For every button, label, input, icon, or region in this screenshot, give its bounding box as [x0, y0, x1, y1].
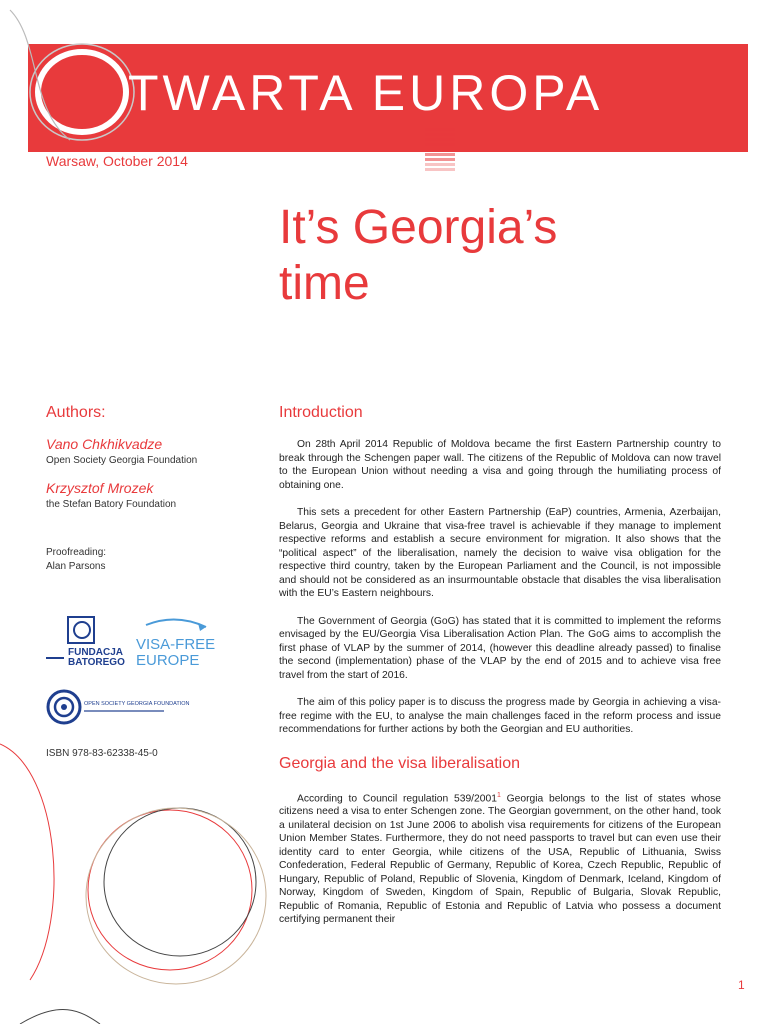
- body-paragraph: This sets a precedent for other Eastern Partnership (EaP) countries, Armenia, Azerbaijan, Belarus, Georgia and Ukraine that visa-free travel is achievable if they manage to implement respective reforms and establish a secure environment for migration. It also shows that the “political aspect” of the liberalisation, namely the decision to waive visa obligation for the respective third country, taken by the European Parliament and the Council, is not impossible and should not be considered as an insurmountable obstacle that disables the visa liberalisation with the EU’s Eastern neighbours.: [279, 507, 721, 599]
- osgf-logo-text: OPEN SOCIETY GEORGIA FOUNDATION: [84, 701, 190, 707]
- proofreading-label: Proofreading:: [46, 547, 107, 558]
- body-paragraph: [279, 789, 721, 927]
- body-paragraph: The Government of Georgia (GoG) has stated that it is committed to implement the reforms envisaged by the EU/Georgia Visa Liberalisation Action Plan. The GoG aims to accomplish the first phase of VLAP by the summer of 2014, (however this deadline already passed) to finalise the second (implementation) phase of the VLAP by the end of 2015 and to achieve visa free travel from the start of 2016.: [279, 615, 721, 681]
- proofreading: [46, 546, 256, 574]
- decorative-swirl: [0, 740, 280, 1024]
- author-affiliation: the Stefan Batory Foundation: [46, 499, 177, 510]
- section-heading: Georgia and the visa liberalisation: [279, 754, 521, 772]
- main-content: [279, 404, 721, 941]
- osgf-logo: [48, 691, 190, 723]
- sidebar: [46, 404, 256, 574]
- batory-logo: [46, 617, 125, 668]
- batory-logo-line2: BATOREGO: [68, 657, 125, 668]
- body-paragraph: On 28th April 2014 Republic of Moldova became the first Eastern Partnership country to break through the Schengen paper wall. The citizens of the Republic of Moldova can now travel to the European Union without needing a visa and going through the humiliating process of obtaining one.: [279, 439, 721, 491]
- paragraph-body: Georgia belongs to the list of states whose citizens need a visa to enter Schengen zone. The Georgian government, on the other hand, took a unilateral decision on 1st June 2006 to abolish visa requirements for citizens of the European Union Member States. Furthermore, they do not need passports to travel but can even use their identity card to enter Georgia, while citizens of the USA, Republic of Lithuania, Swiss Confederation, Federal Republic of Germany, Republic of Korea, Czech Republic, Republic of Hungary, Republic of Poland, Republic of Slovenia, Kingdom of Denmark, Iceland, Kingdom of Norway, Kingdom of Sweden, Kingdom of Spain, Republic of Bulgaria, Slovak Republic, Republic of Romania, Republic of Estonia and Republic of Latvia who possess a document certifying permanent their: [279, 792, 721, 926]
- publication-date: Warsaw, October 2014: [46, 153, 188, 169]
- isbn: ISBN 978-83-62338-45-0: [46, 748, 158, 759]
- body-paragraph: The aim of this policy paper is to discuss the progress made by Georgia in achieving a visa-free regime with the EU, to analyse the main challenges faced in the reform process and issue recommendations for further actions by both the Georgian and EU authorities.: [279, 697, 721, 735]
- visa-free-europe-logo: [136, 619, 215, 669]
- partner-logos: [46, 615, 266, 735]
- page-number: 1: [738, 978, 745, 992]
- document-title: [279, 200, 719, 312]
- batory-logo-line1: FUNDACJA: [68, 647, 123, 658]
- author-name: Vano Chkhikvadze: [46, 436, 163, 452]
- partner-logos-graphic: [46, 615, 266, 735]
- title-line-2: time: [279, 257, 370, 310]
- footnote-ref[interactable]: 1: [496, 791, 501, 799]
- decorative-stripes: [425, 128, 455, 173]
- authors-heading: Authors:: [46, 404, 106, 421]
- brand-ring-icon: [0, 0, 140, 150]
- title-line-1: It’s Georgia’s: [279, 201, 558, 254]
- author-name: Krzysztof Mrozek: [46, 480, 154, 496]
- paragraph-lead: According to Council regulation 539/2001: [297, 792, 497, 804]
- visa-free-logo-line2: EUROPE: [136, 652, 200, 669]
- proofreader-name: Alan Parsons: [46, 561, 106, 572]
- introduction-heading: Introduction: [279, 404, 363, 421]
- brand-title: TWARTA EUROPA: [128, 65, 604, 121]
- visa-free-logo-line1: VISA-FREE: [136, 636, 216, 653]
- author-affiliation: Open Society Georgia Foundation: [46, 455, 198, 466]
